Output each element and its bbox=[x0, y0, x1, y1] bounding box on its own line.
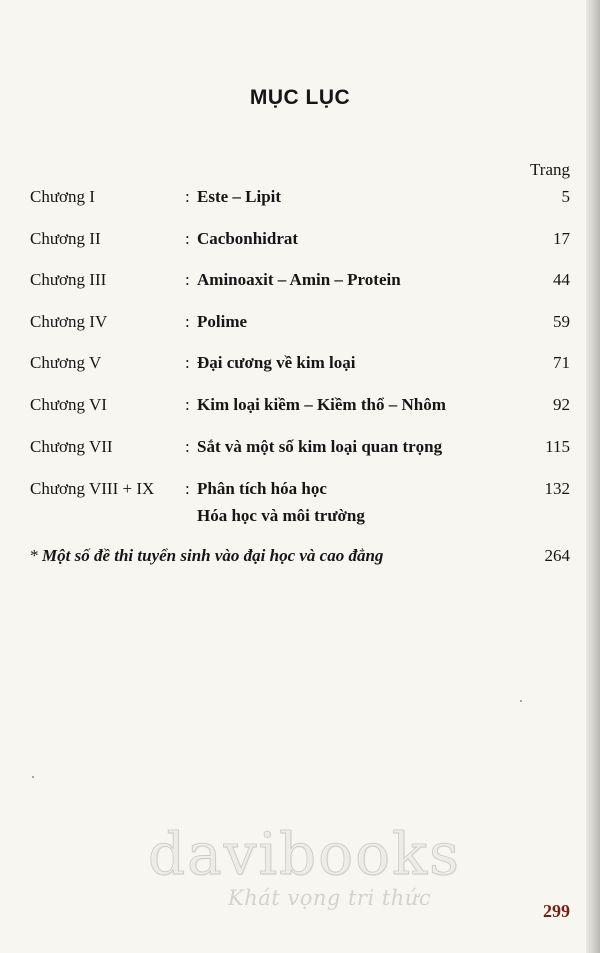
watermark-tagline: Khát vọng tri thức bbox=[228, 886, 432, 910]
separator: : bbox=[185, 395, 190, 414]
separator: : bbox=[185, 312, 190, 331]
chapter-title: Đại cương về kim loại bbox=[197, 353, 356, 372]
watermark-brand: davibooks bbox=[148, 820, 461, 888]
chapter-title: Polime bbox=[197, 312, 248, 331]
page-ref: 264 bbox=[544, 546, 570, 565]
chapter-label: Chương I bbox=[30, 187, 95, 206]
chapter-title: Aminoaxit – Amin – Protein bbox=[197, 270, 401, 289]
chapter-label: Chương IV bbox=[30, 312, 108, 331]
chapter-title: Este – Lipit bbox=[197, 187, 282, 206]
chapter-label: Chương VIII + IX bbox=[30, 479, 155, 498]
separator: : bbox=[185, 270, 190, 289]
separator: : bbox=[185, 479, 190, 498]
page-column-label: Trang bbox=[530, 160, 570, 179]
chapter-title: Kim loại kiềm – Kiềm thổ – Nhôm bbox=[197, 395, 446, 414]
page-ref: 92 bbox=[553, 395, 570, 414]
chapter-label: Chương V bbox=[30, 353, 102, 372]
chapter-label: Chương II bbox=[30, 229, 101, 248]
separator: : bbox=[185, 437, 190, 456]
page-number: 299 bbox=[543, 901, 570, 921]
chapter-title-line2: Hóa học và môi trường bbox=[197, 506, 365, 525]
page-ref: 115 bbox=[545, 437, 570, 456]
page-ref: 44 bbox=[553, 270, 570, 289]
page-ref: 5 bbox=[561, 187, 570, 206]
scan-speck bbox=[32, 776, 34, 778]
page-ref: 71 bbox=[553, 353, 570, 372]
chapter-title: Phân tích hóa học bbox=[197, 479, 327, 498]
separator: : bbox=[185, 353, 190, 372]
page-ref: 59 bbox=[553, 312, 570, 331]
asterisk-marker: * bbox=[30, 546, 39, 565]
chapter-title: Cacbonhidrat bbox=[197, 229, 299, 248]
chapter-label: Chương VII bbox=[30, 437, 113, 456]
page-ref: 17 bbox=[553, 229, 570, 248]
chapter-label: Chương III bbox=[30, 270, 107, 289]
page-ref: 132 bbox=[544, 479, 570, 498]
scan-speck bbox=[520, 700, 522, 702]
chapter-title: Sắt và một số kim loại quan trọng bbox=[197, 437, 443, 456]
page-title: MỤC LỤC bbox=[249, 86, 351, 109]
separator: : bbox=[185, 229, 190, 248]
chapter-label: Chương VI bbox=[30, 395, 107, 414]
page-edge bbox=[586, 0, 600, 953]
special-entry-title: Một số đề thi tuyển sinh vào đại học và cao đẳng bbox=[42, 546, 384, 565]
separator: : bbox=[185, 187, 190, 206]
